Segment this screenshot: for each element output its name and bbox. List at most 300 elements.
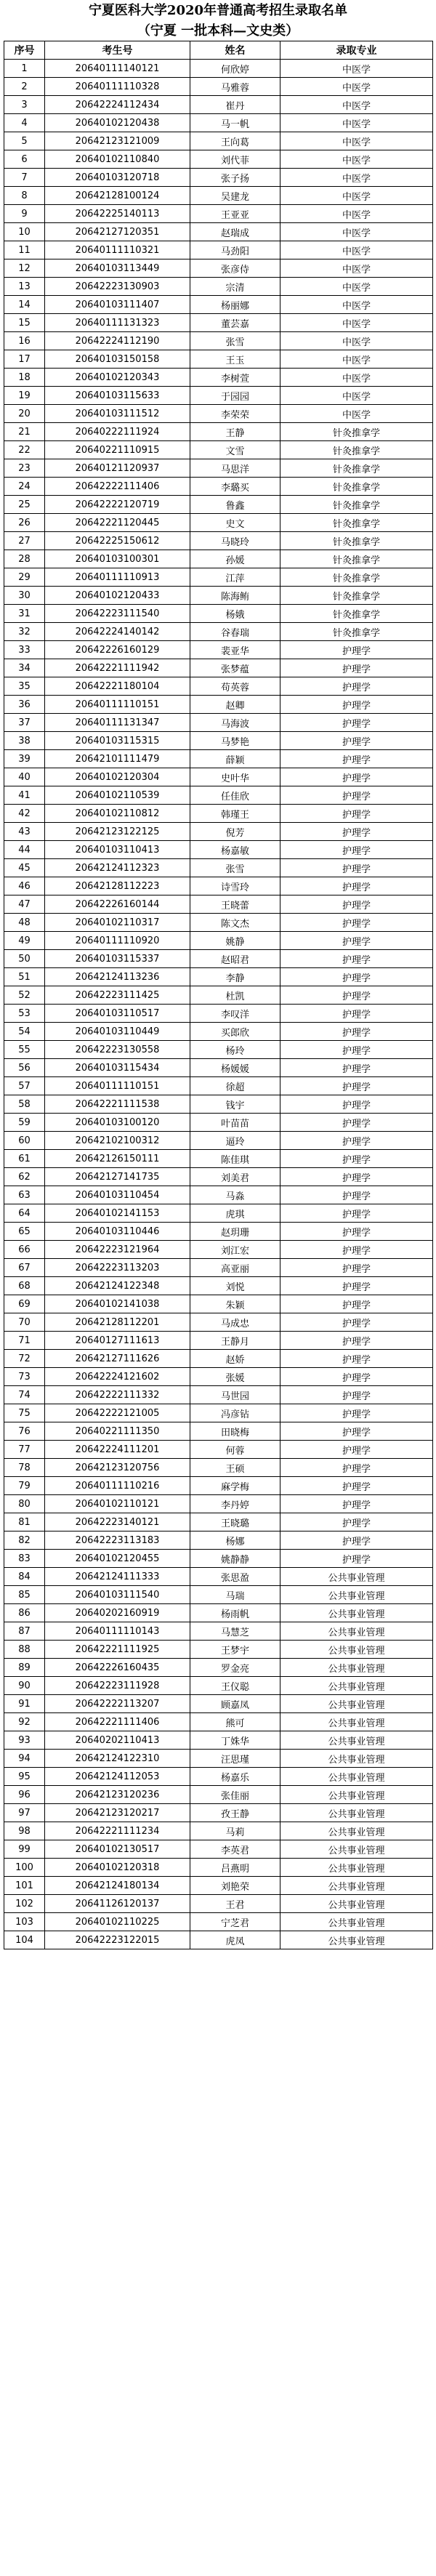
cell-name: 麻学梅 xyxy=(190,1477,280,1495)
cell-major: 中医学 xyxy=(280,96,433,114)
table-row xyxy=(4,859,433,877)
cell-index: 88 xyxy=(4,1641,45,1659)
cell-exam-id: 20640103111407 xyxy=(45,296,190,314)
cell-name: 裴亚华 xyxy=(190,641,280,659)
cell-index: 7 xyxy=(4,169,45,187)
cell-major: 中医学 xyxy=(280,205,433,223)
cell-major: 中医学 xyxy=(280,350,433,369)
table-row xyxy=(4,223,433,241)
table-row xyxy=(4,696,433,714)
cell-exam-id: 20642223111928 xyxy=(45,1677,190,1695)
cell-index: 103 xyxy=(4,1913,45,1931)
cell-exam-id: 20642123120236 xyxy=(45,1786,190,1804)
cell-index: 72 xyxy=(4,1350,45,1368)
cell-major: 公共事业管理 xyxy=(280,1822,433,1840)
cell-major: 护理学 xyxy=(280,1023,433,1041)
table-row xyxy=(4,1332,433,1350)
cell-major: 中医学 xyxy=(280,296,433,314)
cell-name: 文雪 xyxy=(190,441,280,459)
cell-index: 5 xyxy=(4,132,45,150)
cell-major: 护理学 xyxy=(280,1404,433,1422)
table-row xyxy=(4,296,433,314)
cell-name: 鲁鑫 xyxy=(190,496,280,514)
header-major: 录取专业 xyxy=(280,41,433,60)
cell-exam-id: 20642126150111 xyxy=(45,1150,190,1168)
cell-major: 公共事业管理 xyxy=(280,1677,433,1695)
table-row xyxy=(4,1095,433,1114)
cell-exam-id: 20640103113449 xyxy=(45,259,190,278)
cell-exam-id: 20640102110225 xyxy=(45,1913,190,1931)
cell-index: 54 xyxy=(4,1023,45,1041)
cell-name: 张雪 xyxy=(190,859,280,877)
cell-major: 中医学 xyxy=(280,150,433,169)
cell-index: 62 xyxy=(4,1168,45,1186)
cell-index: 93 xyxy=(4,1731,45,1750)
cell-major: 公共事业管理 xyxy=(280,1641,433,1659)
cell-major: 护理学 xyxy=(280,750,433,768)
cell-index: 60 xyxy=(4,1132,45,1150)
cell-major: 护理学 xyxy=(280,1550,433,1568)
cell-exam-id: 20642224112190 xyxy=(45,332,190,350)
cell-exam-id: 20640102120455 xyxy=(45,1550,190,1568)
cell-exam-id: 20640103120718 xyxy=(45,169,190,187)
page-title: 宁夏医科大学2020年普通高考招生录取名单 xyxy=(88,3,348,18)
cell-index: 15 xyxy=(4,314,45,332)
table-row xyxy=(4,1859,433,1877)
table-body xyxy=(4,60,433,1949)
cell-index: 66 xyxy=(4,1241,45,1259)
cell-index: 23 xyxy=(4,459,45,478)
cell-major: 护理学 xyxy=(280,696,433,714)
cell-major: 护理学 xyxy=(280,1259,433,1277)
cell-name: 王晓璐 xyxy=(190,1513,280,1531)
cell-exam-id: 20642123120217 xyxy=(45,1804,190,1822)
cell-major: 公共事业管理 xyxy=(280,1604,433,1622)
table-row xyxy=(4,986,433,1005)
cell-major: 护理学 xyxy=(280,859,433,877)
cell-name: 杨嘉敏 xyxy=(190,841,280,859)
cell-exam-id: 20642224111201 xyxy=(45,1441,190,1459)
cell-major: 护理学 xyxy=(280,1168,433,1186)
table-row xyxy=(4,387,433,405)
cell-name: 刘江宏 xyxy=(190,1241,280,1259)
cell-major: 公共事业管理 xyxy=(280,1877,433,1895)
cell-exam-id: 20642123120756 xyxy=(45,1459,190,1477)
cell-exam-id: 20642222111332 xyxy=(45,1386,190,1404)
cell-exam-id: 20640102110317 xyxy=(45,914,190,932)
cell-major: 护理学 xyxy=(280,877,433,895)
cell-index: 13 xyxy=(4,278,45,296)
cell-exam-id: 20642223140121 xyxy=(45,1513,190,1531)
cell-exam-id: 20640103100120 xyxy=(45,1114,190,1132)
cell-major: 中医学 xyxy=(280,78,433,96)
cell-name: 王静 xyxy=(190,423,280,441)
cell-major: 护理学 xyxy=(280,1441,433,1459)
table-row xyxy=(4,1223,433,1241)
cell-major: 针灸推拿学 xyxy=(280,423,433,441)
cell-exam-id: 20642223121964 xyxy=(45,1241,190,1259)
cell-index: 2 xyxy=(4,78,45,96)
table-row xyxy=(4,1459,433,1477)
cell-index: 68 xyxy=(4,1277,45,1295)
table-row xyxy=(4,1368,433,1386)
table-row xyxy=(4,332,433,350)
cell-index: 50 xyxy=(4,950,45,968)
cell-name: 李璐买 xyxy=(190,478,280,496)
cell-exam-id: 20642127120351 xyxy=(45,223,190,241)
table-row xyxy=(4,1513,433,1531)
table-row xyxy=(4,1041,433,1059)
cell-index: 69 xyxy=(4,1295,45,1313)
cell-major: 中医学 xyxy=(280,278,433,296)
cell-major: 护理学 xyxy=(280,1186,433,1204)
table-row xyxy=(4,677,433,696)
cell-name: 张梦蕴 xyxy=(190,659,280,677)
cell-name: 杨媛媛 xyxy=(190,1059,280,1077)
cell-exam-id: 20640103100301 xyxy=(45,550,190,568)
cell-index: 78 xyxy=(4,1459,45,1477)
cell-major: 护理学 xyxy=(280,1095,433,1114)
cell-major: 中医学 xyxy=(280,241,433,259)
cell-name: 李英君 xyxy=(190,1840,280,1859)
table-row xyxy=(4,1386,433,1404)
cell-name: 马世园 xyxy=(190,1386,280,1404)
cell-name: 王亚亚 xyxy=(190,205,280,223)
cell-name: 虎琪 xyxy=(190,1204,280,1223)
cell-major: 护理学 xyxy=(280,768,433,786)
cell-name: 徐超 xyxy=(190,1077,280,1095)
cell-index: 3 xyxy=(4,96,45,114)
cell-exam-id: 20640222111924 xyxy=(45,423,190,441)
cell-exam-id: 20640111110216 xyxy=(45,1477,190,1495)
cell-name: 王硕 xyxy=(190,1459,280,1477)
cell-major: 护理学 xyxy=(280,1386,433,1404)
table-row xyxy=(4,895,433,914)
cell-index: 65 xyxy=(4,1223,45,1241)
cell-major: 护理学 xyxy=(280,932,433,950)
table-row xyxy=(4,732,433,750)
cell-exam-id: 20642225150612 xyxy=(45,532,190,550)
cell-major: 针灸推拿学 xyxy=(280,514,433,532)
cell-name: 马淼 xyxy=(190,1186,280,1204)
table-row xyxy=(4,1913,433,1931)
cell-major: 护理学 xyxy=(280,1313,433,1332)
table-row xyxy=(4,623,433,641)
cell-name: 汪思瑾 xyxy=(190,1750,280,1768)
cell-name: 赵瑞成 xyxy=(190,223,280,241)
cell-major: 护理学 xyxy=(280,1277,433,1295)
cell-exam-id: 20642123122125 xyxy=(45,823,190,841)
cell-name: 赵娇 xyxy=(190,1350,280,1368)
cell-major: 针灸推拿学 xyxy=(280,550,433,568)
table-row xyxy=(4,259,433,278)
cell-name: 韩瑾王 xyxy=(190,805,280,823)
cell-name: 王静月 xyxy=(190,1332,280,1350)
cell-major: 护理学 xyxy=(280,1150,433,1168)
cell-exam-id: 20642223130903 xyxy=(45,278,190,296)
cell-index: 48 xyxy=(4,914,45,932)
cell-name: 王玉 xyxy=(190,350,280,369)
cell-major: 护理学 xyxy=(280,1531,433,1550)
cell-exam-id: 20642124113236 xyxy=(45,968,190,986)
cell-name: 董芸嘉 xyxy=(190,314,280,332)
cell-major: 护理学 xyxy=(280,823,433,841)
cell-exam-id: 20642128100124 xyxy=(45,187,190,205)
cell-name: 马一帆 xyxy=(190,114,280,132)
cell-major: 针灸推拿学 xyxy=(280,478,433,496)
cell-index: 4 xyxy=(4,114,45,132)
cell-name: 马雅蓉 xyxy=(190,78,280,96)
table-row xyxy=(4,96,433,114)
cell-exam-id: 20640111110913 xyxy=(45,568,190,587)
table-row xyxy=(4,1023,433,1041)
cell-major: 护理学 xyxy=(280,1368,433,1386)
cell-index: 18 xyxy=(4,369,45,387)
cell-exam-id: 20640102110121 xyxy=(45,1495,190,1513)
cell-index: 100 xyxy=(4,1859,45,1877)
cell-exam-id: 20640102120318 xyxy=(45,1859,190,1877)
cell-index: 51 xyxy=(4,968,45,986)
cell-major: 公共事业管理 xyxy=(280,1895,433,1913)
cell-name: 高亚丽 xyxy=(190,1259,280,1277)
cell-exam-id: 20640103111512 xyxy=(45,405,190,423)
cell-major: 护理学 xyxy=(280,986,433,1005)
cell-major: 护理学 xyxy=(280,1114,433,1132)
table-row xyxy=(4,1695,433,1713)
table-row xyxy=(4,1277,433,1295)
table-row xyxy=(4,132,433,150)
table-row xyxy=(4,187,433,205)
cell-index: 11 xyxy=(4,241,45,259)
cell-exam-id: 20640127111613 xyxy=(45,1332,190,1350)
cell-index: 9 xyxy=(4,205,45,223)
cell-major: 中医学 xyxy=(280,169,433,187)
table-row xyxy=(4,914,433,932)
cell-index: 39 xyxy=(4,750,45,768)
cell-index: 1 xyxy=(4,60,45,78)
cell-major: 中医学 xyxy=(280,223,433,241)
cell-index: 26 xyxy=(4,514,45,532)
cell-exam-id: 20642226160144 xyxy=(45,895,190,914)
cell-exam-id: 20640102110840 xyxy=(45,150,190,169)
cell-index: 58 xyxy=(4,1095,45,1114)
cell-index: 46 xyxy=(4,877,45,895)
table-row xyxy=(4,1550,433,1568)
cell-major: 护理学 xyxy=(280,659,433,677)
cell-index: 52 xyxy=(4,986,45,1005)
cell-name: 张雪 xyxy=(190,332,280,350)
cell-name: 叶苗苗 xyxy=(190,1114,280,1132)
cell-exam-id: 20642221180104 xyxy=(45,677,190,696)
cell-name: 张子扬 xyxy=(190,169,280,187)
cell-major: 公共事业管理 xyxy=(280,1859,433,1877)
cell-name: 吴建龙 xyxy=(190,187,280,205)
cell-major: 护理学 xyxy=(280,1041,433,1059)
cell-index: 76 xyxy=(4,1422,45,1441)
cell-index: 20 xyxy=(4,405,45,423)
cell-major: 护理学 xyxy=(280,1295,433,1313)
table-row xyxy=(4,1677,433,1695)
cell-index: 36 xyxy=(4,696,45,714)
table-row xyxy=(4,1713,433,1731)
cell-exam-id: 20640111131347 xyxy=(45,714,190,732)
cell-index: 28 xyxy=(4,550,45,568)
table-row xyxy=(4,1731,433,1750)
cell-name: 杨嘉乐 xyxy=(190,1768,280,1786)
table-row xyxy=(4,786,433,805)
cell-exam-id: 20640111131323 xyxy=(45,314,190,332)
table-row xyxy=(4,350,433,369)
cell-name: 宁芝君 xyxy=(190,1913,280,1931)
cell-major: 中医学 xyxy=(280,114,433,132)
cell-major: 中医学 xyxy=(280,405,433,423)
table-row xyxy=(4,1114,433,1132)
cell-name: 王仪聪 xyxy=(190,1677,280,1695)
cell-index: 95 xyxy=(4,1768,45,1786)
cell-major: 护理学 xyxy=(280,1350,433,1368)
table-row xyxy=(4,1313,433,1332)
header-exam-id: 考生号 xyxy=(45,41,190,60)
cell-major: 公共事业管理 xyxy=(280,1622,433,1641)
cell-major: 中医学 xyxy=(280,387,433,405)
table-row xyxy=(4,568,433,587)
cell-name: 陈佳琪 xyxy=(190,1150,280,1168)
cell-major: 护理学 xyxy=(280,914,433,932)
cell-index: 87 xyxy=(4,1622,45,1641)
cell-index: 91 xyxy=(4,1695,45,1713)
table-row xyxy=(4,405,433,423)
cell-index: 102 xyxy=(4,1895,45,1913)
cell-exam-id: 20642221120445 xyxy=(45,514,190,532)
table-row xyxy=(4,1077,433,1095)
cell-exam-id: 20640102110812 xyxy=(45,805,190,823)
cell-index: 96 xyxy=(4,1786,45,1804)
cell-major: 护理学 xyxy=(280,841,433,859)
cell-index: 32 xyxy=(4,623,45,641)
cell-major: 公共事业管理 xyxy=(280,1713,433,1731)
cell-name: 王向葛 xyxy=(190,132,280,150)
header-index: 序号 xyxy=(4,41,45,60)
cell-major: 公共事业管理 xyxy=(280,1786,433,1804)
cell-exam-id: 20640102141038 xyxy=(45,1295,190,1313)
cell-exam-id: 20640121120937 xyxy=(45,459,190,478)
cell-exam-id: 20642223113183 xyxy=(45,1531,190,1550)
table-row xyxy=(4,532,433,550)
cell-name: 宗清 xyxy=(190,278,280,296)
cell-exam-id: 20640111110321 xyxy=(45,241,190,259)
cell-exam-id: 20640103110454 xyxy=(45,1186,190,1204)
table-row xyxy=(4,587,433,605)
cell-name: 何蓉 xyxy=(190,1441,280,1459)
cell-name: 虎凤 xyxy=(190,1931,280,1949)
cell-major: 针灸推拿学 xyxy=(280,587,433,605)
table-row xyxy=(4,1931,433,1949)
cell-exam-id: 20642223111425 xyxy=(45,986,190,1005)
cell-name: 谷春瑞 xyxy=(190,623,280,641)
cell-index: 12 xyxy=(4,259,45,278)
cell-exam-id: 20640102120304 xyxy=(45,768,190,786)
cell-name: 马瑞 xyxy=(190,1586,280,1604)
cell-index: 104 xyxy=(4,1931,45,1949)
cell-name: 张佳丽 xyxy=(190,1786,280,1804)
cell-index: 33 xyxy=(4,641,45,659)
cell-index: 43 xyxy=(4,823,45,841)
cell-exam-id: 20641126120137 xyxy=(45,1895,190,1913)
table-row xyxy=(4,496,433,514)
cell-major: 公共事业管理 xyxy=(280,1586,433,1604)
cell-index: 63 xyxy=(4,1186,45,1204)
cell-name: 陈海鲔 xyxy=(190,587,280,605)
cell-name: 买郎欣 xyxy=(190,1023,280,1041)
cell-exam-id: 20640111110328 xyxy=(45,78,190,96)
table-row xyxy=(4,314,433,332)
cell-name: 刘美君 xyxy=(190,1168,280,1186)
cell-name: 赵昭君 xyxy=(190,950,280,968)
cell-index: 42 xyxy=(4,805,45,823)
cell-major: 中医学 xyxy=(280,314,433,332)
table-row xyxy=(4,205,433,223)
cell-exam-id: 20642224121602 xyxy=(45,1368,190,1386)
cell-index: 97 xyxy=(4,1804,45,1822)
table-row xyxy=(4,1350,433,1368)
cell-exam-id: 20642101111479 xyxy=(45,750,190,768)
table-row xyxy=(4,241,433,259)
cell-major: 针灸推拿学 xyxy=(280,441,433,459)
cell-exam-id: 20640111110143 xyxy=(45,1622,190,1641)
table-row xyxy=(4,369,433,387)
cell-index: 82 xyxy=(4,1531,45,1550)
cell-name: 赵卿 xyxy=(190,696,280,714)
cell-index: 38 xyxy=(4,732,45,750)
cell-exam-id: 20642222113207 xyxy=(45,1695,190,1713)
table-row xyxy=(4,1822,433,1840)
table-row xyxy=(4,1604,433,1622)
cell-name: 冯彦钻 xyxy=(190,1404,280,1422)
table-row xyxy=(4,641,433,659)
cell-name: 杨丽娜 xyxy=(190,296,280,314)
cell-name: 于园园 xyxy=(190,387,280,405)
table-row xyxy=(4,1786,433,1804)
table-row xyxy=(4,950,433,968)
cell-exam-id: 20642222111406 xyxy=(45,478,190,496)
cell-index: 6 xyxy=(4,150,45,169)
cell-name: 马莉 xyxy=(190,1822,280,1840)
cell-exam-id: 20642223130558 xyxy=(45,1041,190,1059)
cell-index: 55 xyxy=(4,1041,45,1059)
cell-index: 34 xyxy=(4,659,45,677)
table-row xyxy=(4,1186,433,1204)
table-header-row xyxy=(4,41,433,60)
table-row xyxy=(4,1495,433,1513)
table-row xyxy=(4,1622,433,1641)
cell-index: 86 xyxy=(4,1604,45,1622)
table-row xyxy=(4,1659,433,1677)
cell-exam-id: 20640103110413 xyxy=(45,841,190,859)
cell-index: 89 xyxy=(4,1659,45,1677)
cell-index: 24 xyxy=(4,478,45,496)
cell-name: 李丹婷 xyxy=(190,1495,280,1513)
table-row xyxy=(4,1877,433,1895)
cell-name: 丁姝华 xyxy=(190,1731,280,1750)
cell-name: 杨娥 xyxy=(190,605,280,623)
cell-name: 逼玲 xyxy=(190,1132,280,1150)
cell-exam-id: 20642127111626 xyxy=(45,1350,190,1368)
cell-major: 护理学 xyxy=(280,1495,433,1513)
cell-name: 史文 xyxy=(190,514,280,532)
table-row xyxy=(4,1441,433,1459)
cell-index: 49 xyxy=(4,932,45,950)
cell-exam-id: 20642221111942 xyxy=(45,659,190,677)
